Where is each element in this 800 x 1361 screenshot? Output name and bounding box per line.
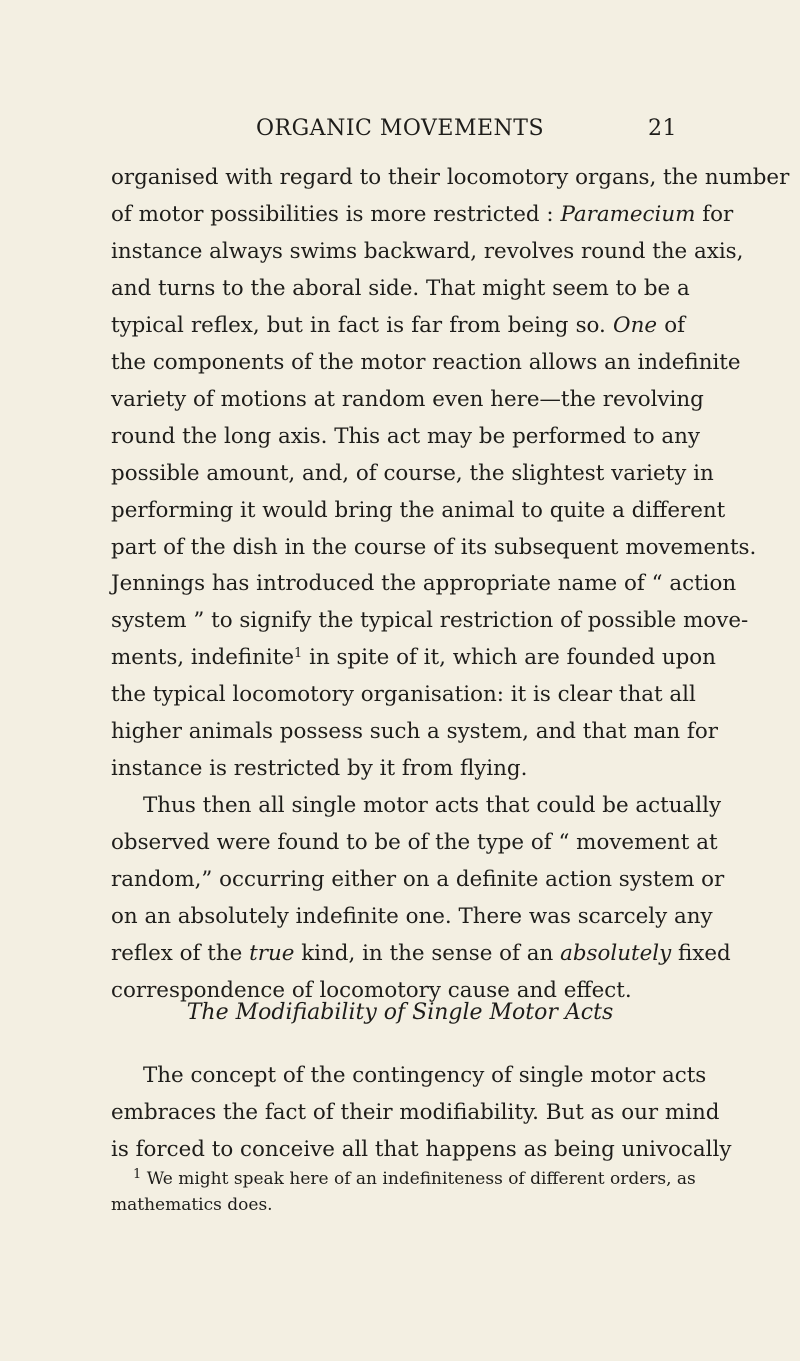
paragraph [111,1058,732,1169]
text-line: part of the dish in the course of its subsequent movements. [111,534,757,560]
section-heading: The Modifiability of Single Motor Acts [186,1000,614,1025]
text-line: instance is restricted by it from flying. [111,756,528,782]
text-line: variety of motions at random even here—the revolving [111,386,704,412]
text-line: reflex of the true kind, in the sense of an absolutely fixed [111,941,731,967]
paragraph-continued [111,160,790,788]
text-line: system ” to signify the typical restriction of possible move- [111,608,749,634]
text-line: typical reflex, but in fact is far from being so. One of [111,312,685,338]
text-line: random,” occurring either on a definite action system or [111,867,725,893]
text-line: organised with regard to their locomotory organs, the number [111,165,790,190]
footnote [111,1166,696,1218]
text-line: Thus then all single motor acts that could be actually [143,793,722,819]
footnote-reference: 1 [294,646,303,662]
text-line: and turns to the aboral side. That might seem to be a [111,275,690,301]
text-line: possible amount, and, of course, the slightest variety in [111,460,714,486]
text-line: of motor possibilities is more restricted : Paramecium for [111,201,734,227]
text-line: performing it would bring the animal to quite a different [111,497,726,523]
text-line: is forced to conceive all that happens as being univocally [111,1136,732,1162]
text-line: ments, indefinite$^1$ in spite of it, which are founded upon [111,645,716,671]
text-line: The concept of the contingency of single motor acts [143,1063,707,1088]
italic-term: absolutely [560,941,672,967]
italic-term: true [249,941,295,967]
footnote-marker: 1 [133,1167,142,1182]
footnote-line: $^1$ We might speak here of an indefiniteness of different orders, as [133,1167,696,1189]
text-line: the components of the motor reaction allows an indefinite [111,349,741,375]
page-number: 21 [648,116,677,141]
paragraph [111,788,731,1010]
text-line: the typical locomotory organisation: it is clear that all [111,682,696,708]
text-line: round the long axis. This act may be performed to any [111,423,700,449]
text-line: instance always swims backward, revolves round the axis, [111,238,744,264]
text-line: on an absolutely indefinite one. There was scarcely any [111,904,713,930]
italic-term: One [613,312,658,338]
text-line: observed were found to be of the type of “ movement at [111,830,718,856]
footnote-line: mathematics does. [111,1195,273,1215]
text-line: correspondence of locomotory cause and effect. [111,977,632,1003]
text-line: higher animals possess such a system, and that man for [111,719,718,745]
italic-term: Paramecium [560,201,696,227]
text-line: embraces the fact of their modifiability. But as our mind [111,1099,720,1125]
body-text [111,160,790,1010]
text-line: Jennings has introduced the appropriate name of “ action [111,571,737,597]
running-title: ORGANIC MOVEMENTS [256,116,545,141]
